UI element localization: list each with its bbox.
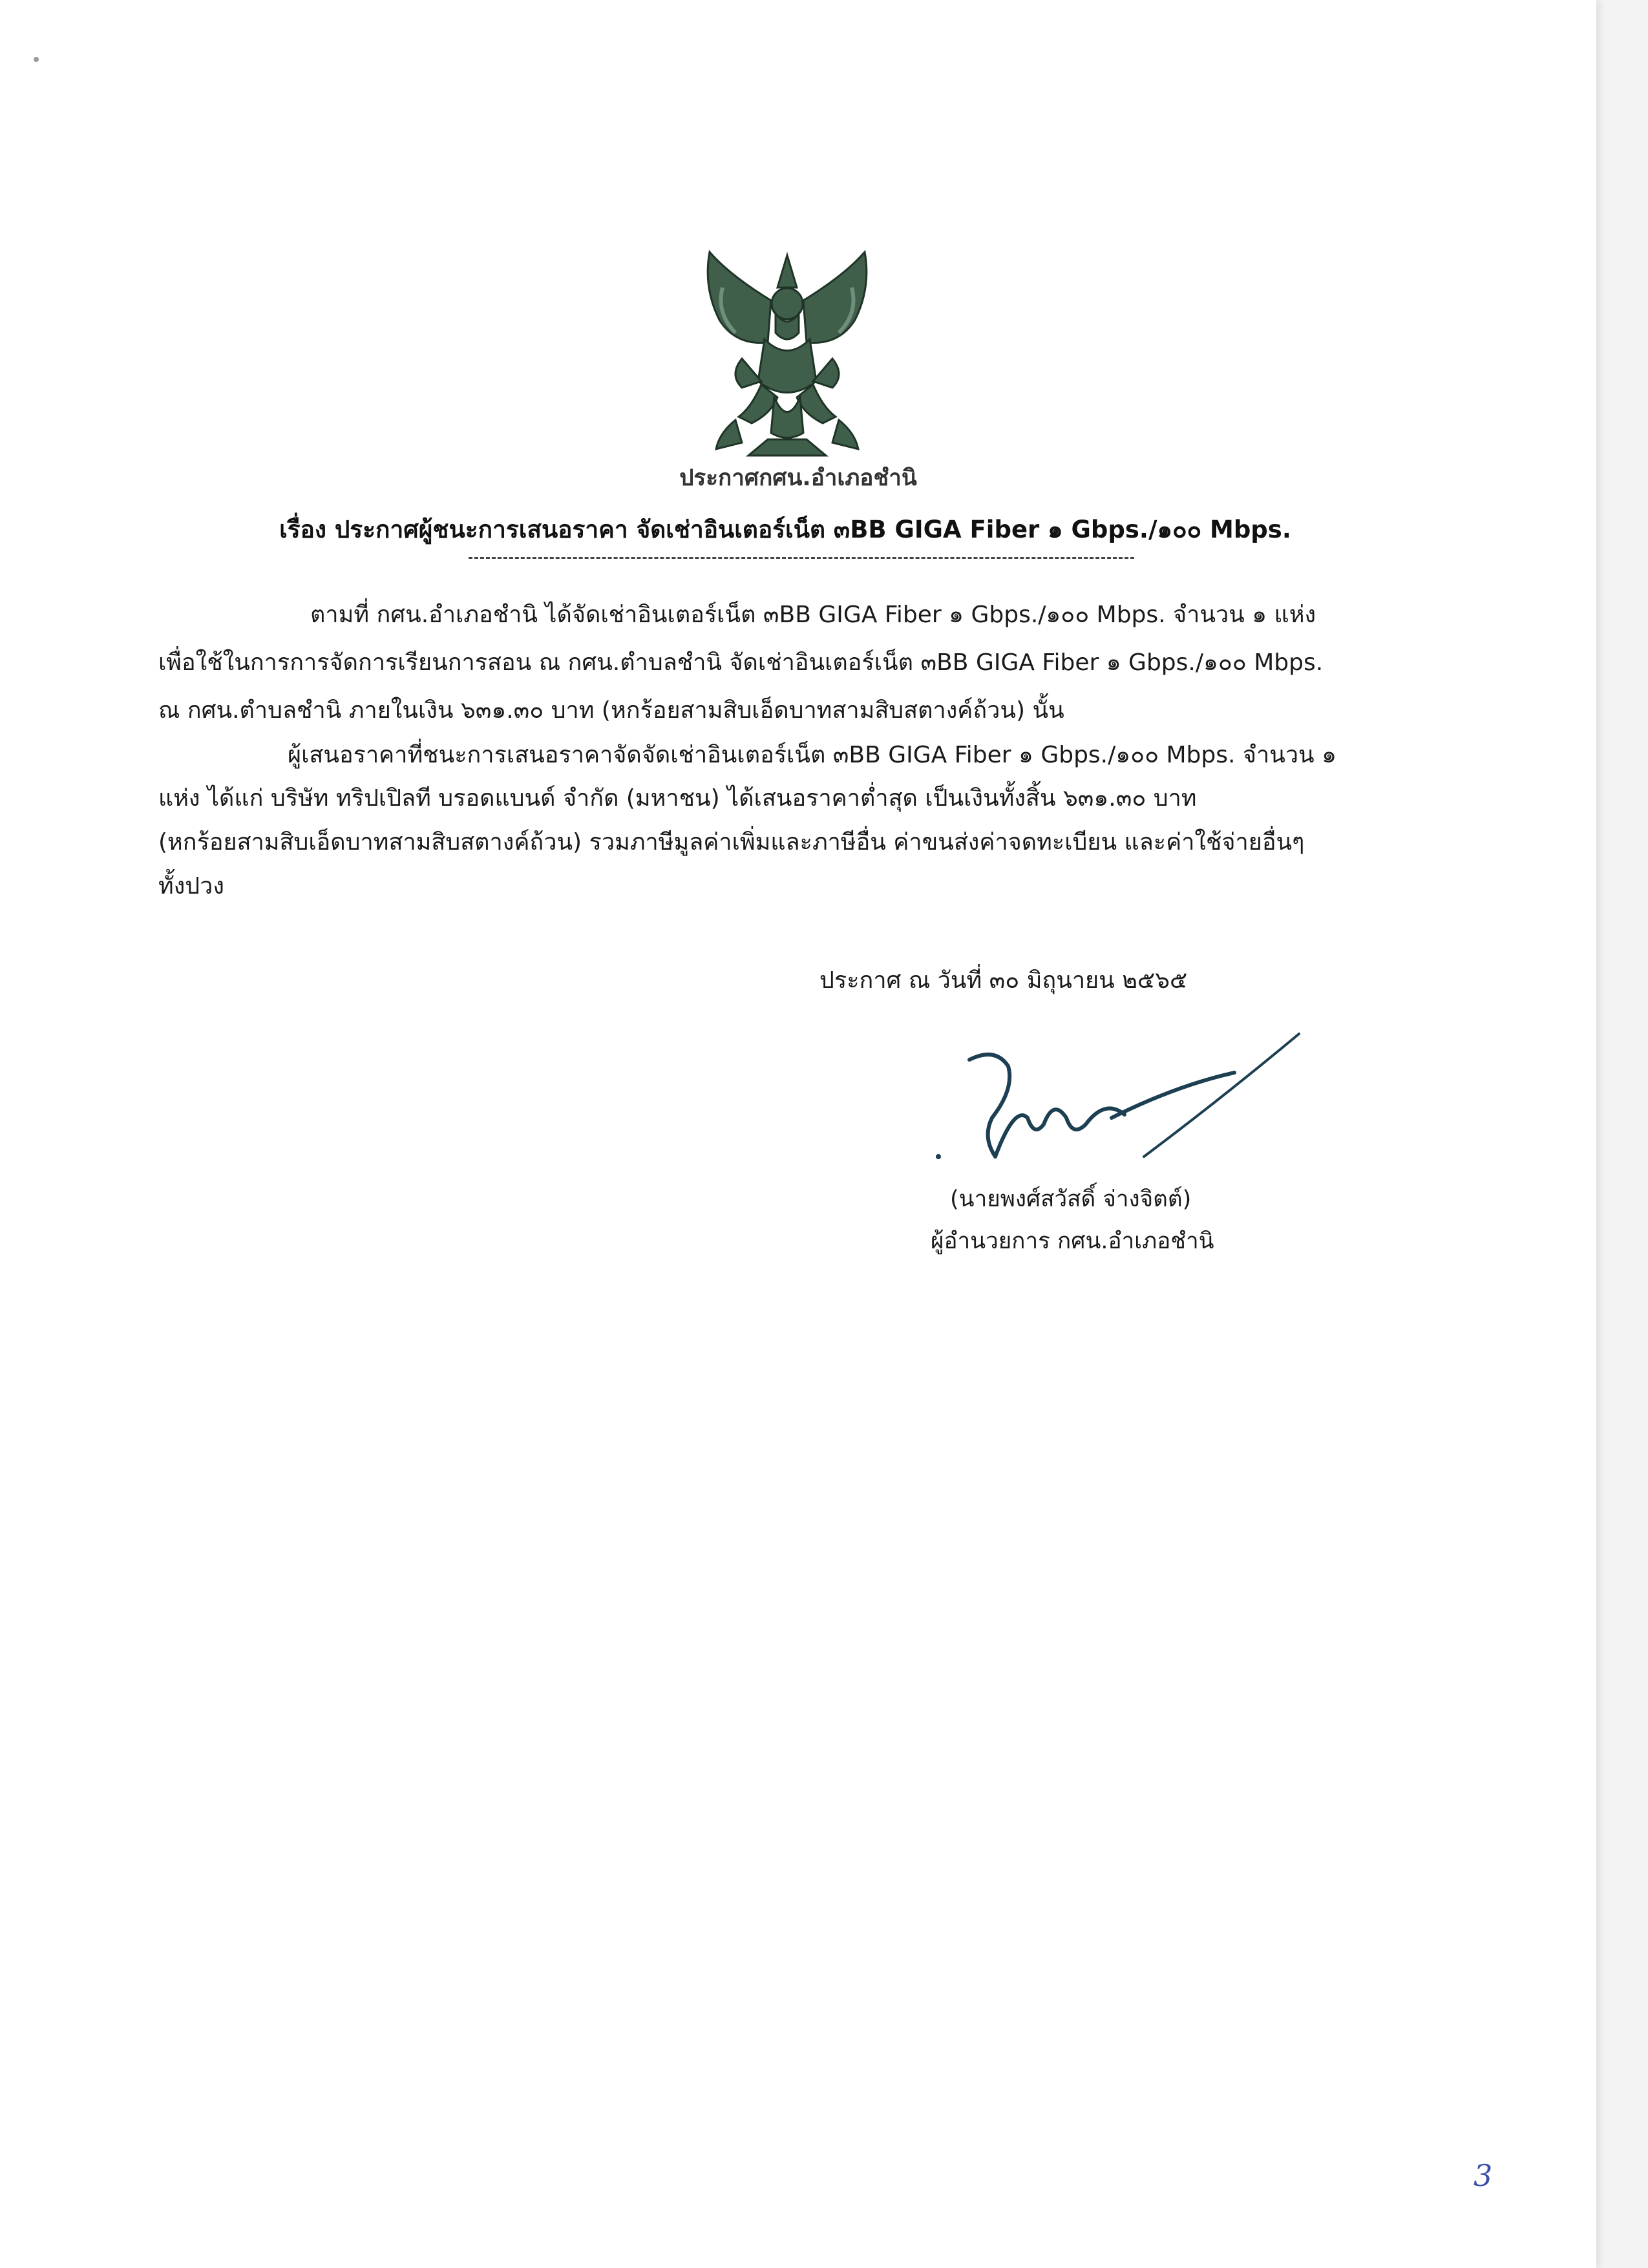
divider: [469, 557, 1134, 559]
paper-speck: [34, 57, 39, 62]
signatory-position: ผู้อำนวยการ กศน.อำเภอชำนิ: [931, 1228, 1214, 1254]
body-line: ผู้เสนอราคาที่ชนะการเสนอราคาจัดจัดเช่าอินเตอร์เน็ต ๓BB GIGA Fiber ๑ Gbps./๑๐๐ Mbps. จำนวน ๑: [288, 742, 1336, 768]
body-line: ทั้งปวง: [158, 873, 224, 899]
document-subject: เรื่อง ประกาศผู้ชนะการเสนอราคา จัดเช่าอินเตอร์เน็ต ๓BB GIGA Fiber ๑ Gbps./๑๐๐ Mbps.: [279, 516, 1291, 543]
body-line: (หกร้อยสามสิบเอ็ดบาทสามสิบสตางค์ถ้วน) รวมภาษีมูลค่าเพิ่มและภาษีอื่น ค่าขนส่งค่าจดทะเบียน และค่าใช้จ่ายอื่นๆ: [158, 829, 1305, 856]
body-line: เพื่อใช้ในการการจัดการเรียนการสอน ณ กศน.ตำบลชำนิ จัดเช่าอินเตอร์เน็ต ๓BB GIGA Fiber ๑ Gbps./๑๐๐ Mbps.: [158, 649, 1324, 676]
garuda-emblem-icon: [690, 249, 884, 459]
body-line: แห่ง ได้แก่ บริษัท ทริปเปิลที บรอดแบนด์ จำกัด (มหาชน) ได้เสนอราคาต่ำสุด เป็นเงินทั้งสิ้น ๖๓๑.๓๐ บาท: [158, 785, 1197, 812]
handwritten-signature: [931, 1027, 1312, 1170]
announcement-date: ประกาศ ณ วันที่ ๓๐ มิถุนายน ๒๕๖๕: [819, 967, 1188, 994]
body-line: ณ กศน.ตำบลชำนิ ภายในเงิน ๖๓๑.๓๐ บาท (หกร้อยสามสิบเอ็ดบาทสามสิบสตางค์ถ้วน) นั้น: [158, 697, 1064, 724]
issuing-organization: ประกาศกศน.อำเภอชำนิ: [679, 465, 917, 491]
signatory-name: (นายพงศ์สวัสดิ์ จ่างจิตต์): [950, 1186, 1192, 1212]
body-line: ตามที่ กศน.อำเภอชำนิ ได้จัดเช่าอินเตอร์เน็ต ๓BB GIGA Fiber ๑ Gbps./๑๐๐ Mbps. จำนวน ๑ แห่ง: [310, 602, 1316, 628]
page-number: 3: [1474, 2158, 1493, 2193]
